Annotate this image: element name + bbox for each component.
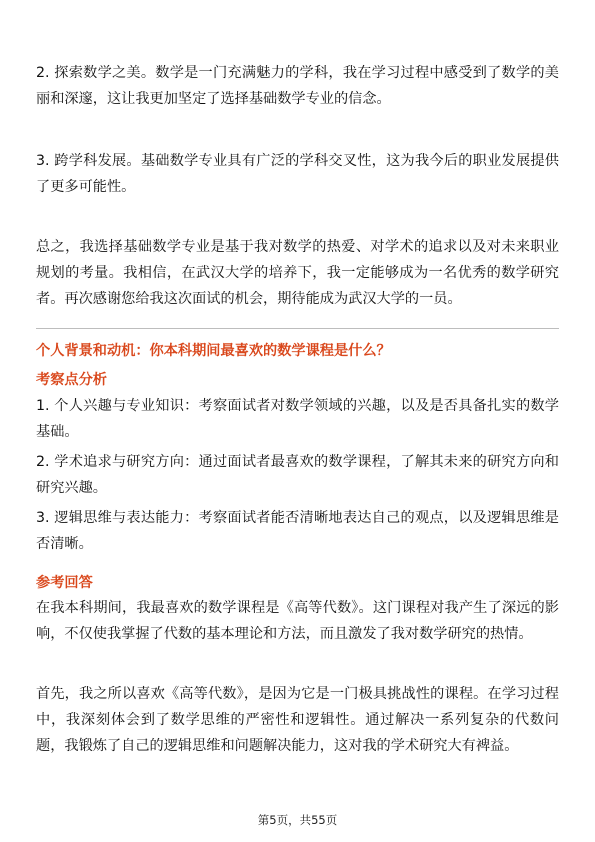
conclusion-paragraph: 总之，我选择基础数学专业是基于我对数学的热爱、对学术的追求以及对未来职业规划的考量。我相信，在武汉大学的培养下，我一定能够成为一名优秀的数学研究者。再次感谢您给我这次面试的机会，期待能成为武汉大学的一员。 [36, 239, 559, 307]
intro-point-2: 2. 探索数学之美。数学是一门充满魅力的学科，我在学习过程中感受到了数学的美丽和深邃，这让我更加坚定了选择基础数学专业的信念。 [36, 65, 559, 107]
analysis-item-2: 2. 学术追求与研究方向：通过面试者最喜欢的数学课程，了解其未来的研究方向和研究兴趣。 [36, 454, 559, 496]
answer-paragraph-2: 首先，我之所以喜欢《高等代数》，是因为它是一门极具挑战性的课程。在学习过程中，我深刻体会到了数学思维的严密性和逻辑性。通过解决一系列复杂的代数问题，我锻炼了自己的逻辑思维和问题解决能力，这对我的学术研究大有裨益。 [36, 686, 559, 754]
page-number-footer: 第5页，共55页 [257, 813, 338, 827]
answer-heading: 参考回答 [36, 575, 93, 591]
intro-point-3: 3. 跨学科发展。基础数学专业具有广泛的学科交叉性，这为我今后的职业发展提供了更多可能性。 [36, 153, 559, 195]
analysis-item-1: 1. 个人兴趣与专业知识：考察面试者对数学领域的兴趣，以及是否具备扎实的数学基础。 [36, 398, 559, 440]
analysis-item-3: 3. 逻辑思维与表达能力：考察面试者能否清晰地表达自己的观点，以及逻辑思维是否清晰。 [36, 510, 559, 552]
analysis-heading: 考察点分析 [36, 372, 107, 388]
section-divider [36, 328, 559, 329]
answer-paragraph-1: 在我本科期间，我最喜欢的数学课程是《高等代数》。这门课程对我产生了深远的影响，不仅使我掌握了代数的基本理论和方法，而且激发了我对数学研究的热情。 [36, 600, 559, 642]
question-title: 个人背景和动机：你本科期间最喜欢的数学课程是什么？ [36, 343, 391, 359]
